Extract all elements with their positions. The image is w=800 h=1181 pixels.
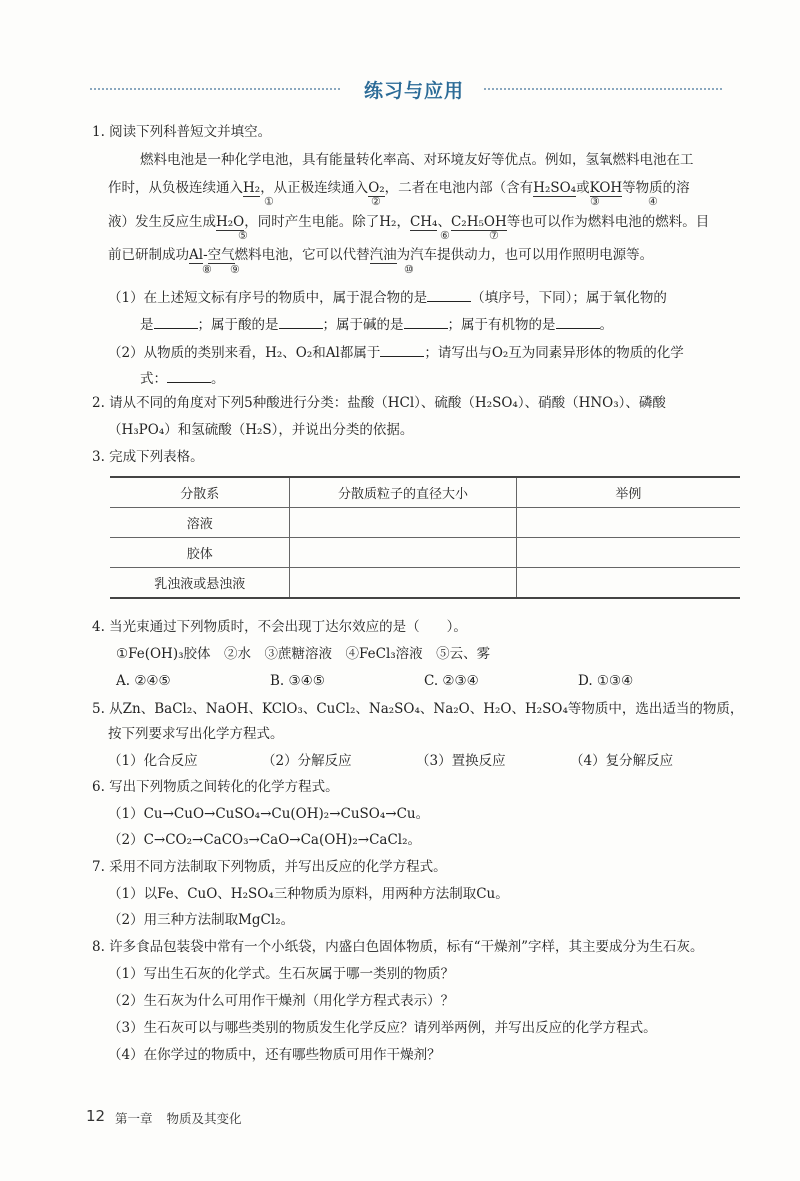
q4-option-d[interactable]: D. ①③④: [578, 673, 634, 689]
term-gasoline: 汽油: [369, 247, 397, 263]
header-dotted-rule-right: [484, 88, 722, 90]
q1-sub2-line2: 式： 。: [140, 368, 225, 388]
running-footer: [115, 1109, 256, 1127]
q2-line2: （H₃PO₄）和氢硫酸（H₂S），并说出分类的依据。: [108, 422, 414, 438]
answer-blank-base[interactable]: [404, 314, 448, 329]
page-number: 12: [86, 1107, 106, 1125]
q8-sub4: （4）在你学过的物质中，还有哪些物质可用作干燥剂？: [108, 1047, 441, 1063]
q1-title: 1. 阅读下列科普短文并填空。: [92, 124, 272, 140]
chapter-label: 第一章: [115, 1111, 153, 1126]
q8-title: 8. 许多食品包装袋中常有一个小纸袋，内盛白色固体物质，标有“干燥剂”字样，其主要成分为生石灰。: [92, 939, 704, 955]
term-h2o: H₂O: [216, 214, 245, 230]
q6-sub1: （1）Cu→CuO→CuSO₄→Cu(OH)₂→CuSO₄→Cu。: [108, 806, 430, 822]
term-al: Al: [189, 247, 204, 263]
marker-5: ⑤: [238, 229, 248, 242]
section-title: 练习与应用: [363, 80, 464, 102]
q1-paragraph-line4: 前已研制成功Al-空气燃料电池，它可以代替汽油为汽车提供动力，也可以用作照明电源等。: [108, 247, 654, 263]
q5-sub2: （2）分解反应: [262, 753, 352, 769]
answer-cell[interactable]: [290, 508, 516, 538]
marker-6: ⑥: [440, 229, 450, 242]
table-header-cell: 举例: [516, 477, 740, 508]
term-h2so4: H₂SO₄: [533, 180, 577, 196]
answer-cell[interactable]: [516, 538, 740, 568]
q4-option-b[interactable]: B. ③④⑤: [270, 673, 325, 689]
table-header-row: [110, 477, 740, 508]
q5-sub1: （1）化合反应: [108, 753, 198, 769]
q6-sub2: （2）C→CO₂→CaCO₃→CaO→Ca(OH)₂→CaCl₂。: [108, 832, 422, 848]
q1-paragraph-line3: 液）发生反应生成H₂O，同时产生电能。除了H₂，CH₄、C₂H₅OH等也可以作为燃料电池的燃料。目: [108, 214, 710, 230]
q7-sub1: （1）以Fe、CuO、H₂SO₄三种物质为原料，用两种方法制取Cu。: [108, 886, 509, 902]
answer-cell[interactable]: [290, 568, 516, 599]
term-koh: KOH: [589, 180, 623, 196]
term-o2: O₂: [368, 180, 385, 196]
q4-items: ①Fe(OH)₃胶体 ②水 ③蔗糖溶液 ④FeCl₃溶液 ⑤云、雾: [116, 646, 491, 662]
q1-sub2-line1: （2）从物质的类别来看，H₂、O₂和Al都属于 ；请写出与O₂互为同素异形体的物质的化学: [108, 342, 684, 362]
q3-title: 3. 完成下列表格。: [92, 449, 204, 465]
term-h2: H₂: [243, 180, 261, 196]
q4-option-a[interactable]: A. ②④⑤: [116, 673, 171, 689]
table-row-label: 溶液: [110, 508, 290, 538]
q5-sub3: （3）置换反应: [416, 753, 506, 769]
q5-line1: 5. 从Zn、BaCl₂、NaOH、KClO₃、CuCl₂、Na₂SO₄、Na₂O、H₂O、H₂SO₄等物质中，选出适当的物质，: [92, 701, 744, 717]
q1-sub1-line1: （1）在上述短文标有序号的物质中，属于混合物的是 （填序号，下同）；属于氧化物的: [108, 287, 667, 307]
q7-title: 7. 采用不同方法制取下列物质，并写出反应的化学方程式。: [92, 859, 447, 875]
answer-blank-allotrope[interactable]: [167, 368, 211, 383]
marker-4: ④: [648, 195, 658, 208]
header-dotted-rule-left: [90, 88, 340, 90]
q5-line2: 按下列要求写出化学方程式。: [108, 726, 284, 742]
q2-line1: 2. 请从不同的角度对下列5种酸进行分类：盐酸（HCl）、硫酸（H₂SO₄）、硝酸（HNO₃）、磷酸: [92, 395, 666, 411]
dispersion-table: [110, 476, 740, 599]
q1-paragraph-line2: 作时，从负极连续通入H₂，从正极连续通入O₂，二者在电池内部（含有H₂SO₄或KOH等物质的溶: [108, 180, 690, 196]
table-header-cell: 分散质粒子的直径大小: [290, 477, 516, 508]
q6-title: 6. 写出下列物质之间转化的化学方程式。: [92, 779, 339, 795]
term-ch4: CH₄: [409, 214, 438, 230]
answer-cell[interactable]: [516, 508, 740, 538]
term-air: 空气: [207, 247, 235, 263]
answer-cell[interactable]: [516, 568, 740, 599]
marker-1: ①: [264, 195, 274, 208]
q4-option-c[interactable]: C. ②③④: [424, 673, 479, 689]
table-row: [110, 538, 740, 568]
marker-7: ⑦: [489, 229, 499, 242]
q7-sub2: （2）用三种方法制取MgCl₂。: [108, 912, 295, 928]
q8-sub3: （3）生石灰可以与哪些类别的物质发生化学反应？请列举两例，并写出反应的化学方程式。: [108, 1020, 657, 1036]
table-row-label: 胶体: [110, 538, 290, 568]
marker-3: ③: [590, 195, 600, 208]
q8-sub2: （2）生石灰为什么可用作干燥剂（用化学方程式表示）？: [108, 993, 455, 1009]
answer-blank-oxide[interactable]: [154, 314, 198, 329]
term-c2h5oh: C₂H₅OH: [450, 214, 507, 230]
q8-sub1: （1）写出生石灰的化学式。生石灰属于哪一类别的物质？: [108, 966, 455, 982]
table-header-cell: 分散系: [110, 477, 290, 508]
answer-blank-organic[interactable]: [556, 314, 600, 329]
q4-title: 4. 当光束通过下列物质时，不会出现丁达尔效应的是（ ）。: [92, 619, 467, 635]
answer-blank-element[interactable]: [380, 342, 424, 357]
marker-10: ⑩: [404, 263, 414, 276]
answer-blank-mixture[interactable]: [427, 287, 471, 302]
table-row: [110, 508, 740, 538]
answer-cell[interactable]: [290, 538, 516, 568]
q1-paragraph-line1: 燃料电池是一种化学电池，具有能量转化率高、对环境友好等优点。例如，氢氧燃料电池在工: [140, 152, 694, 168]
marker-2: ②: [371, 195, 381, 208]
q1-sub1-line2: 是 ；属于酸的是 ；属于碱的是 ；属于有机物的是 。: [140, 314, 613, 334]
q5-sub4: （4）复分解反应: [570, 753, 674, 769]
chapter-title: 物质及其变化: [166, 1111, 242, 1126]
answer-blank-acid[interactable]: [279, 314, 323, 329]
section-header: [90, 76, 722, 102]
table-row: [110, 568, 740, 599]
marker-8: ⑧: [202, 263, 212, 276]
table-row-label: 乳浊液或悬浊液: [110, 568, 290, 599]
marker-9: ⑨: [230, 263, 240, 276]
